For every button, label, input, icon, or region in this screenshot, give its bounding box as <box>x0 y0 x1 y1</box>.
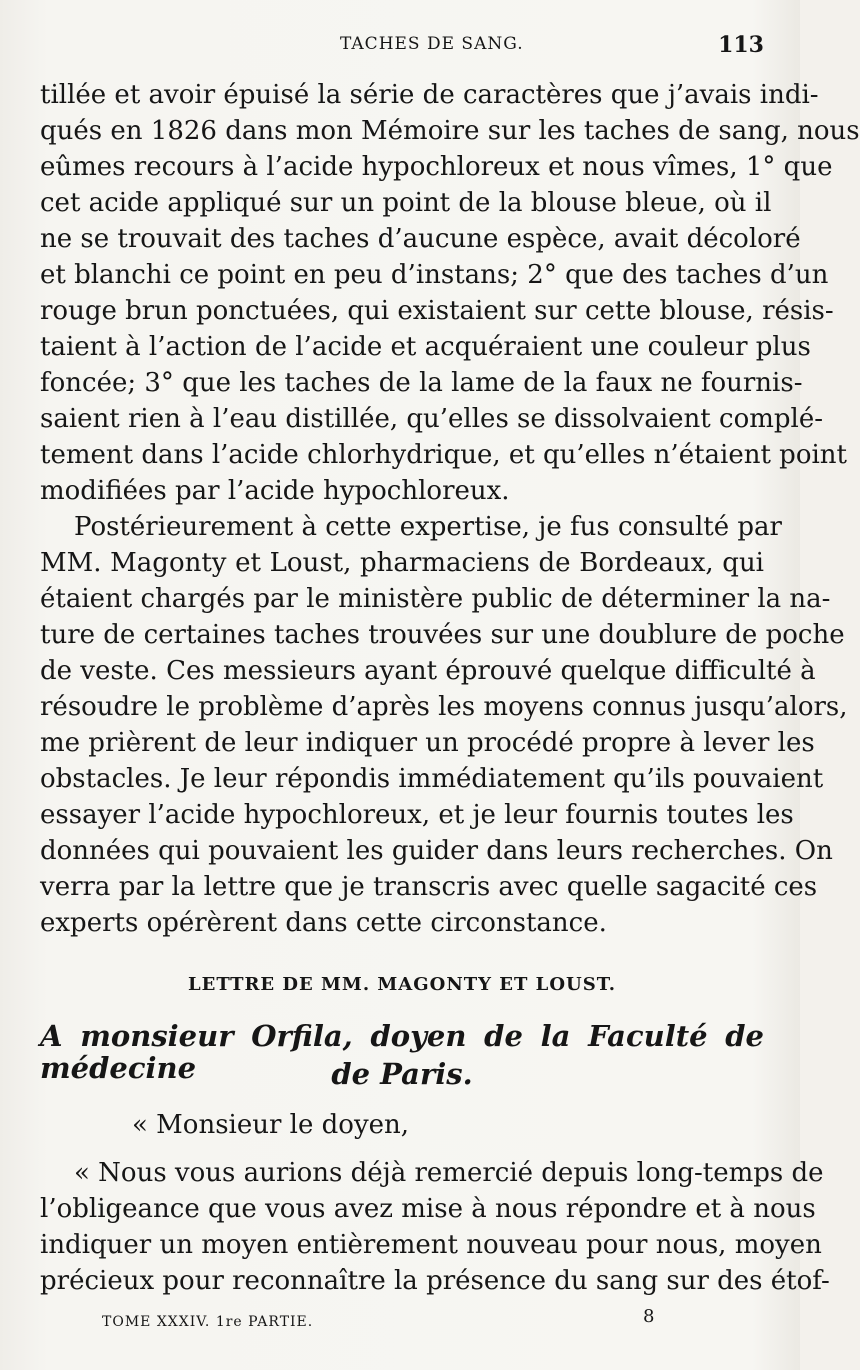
page-header <box>40 32 764 60</box>
body-line: de veste. Ces messieurs ayant éprouvé quelque difficulté à <box>40 656 816 686</box>
body-line: essayer l’acide hypochloreux, et je leur fournis toutes les <box>40 800 794 830</box>
body-line: ture de certaines taches trouvées sur une doublure de poche <box>40 620 845 650</box>
page-footer <box>40 1306 764 1334</box>
body-line: eûmes recours à l’acide hypochloreux et nous vîmes, 1° que <box>40 152 833 182</box>
body-line: étaient chargés par le ministère public de déterminer la na- <box>40 584 831 614</box>
body-line: taient à l’action de l’acide et acquéraient une couleur plus <box>40 332 811 362</box>
body-line: MM. Magonty et Loust, pharmaciens de Bordeaux, qui <box>40 548 764 578</box>
letter-heading: LETTRE DE MM. MAGONTY ET LOUST. <box>187 974 617 995</box>
body-line: cet acide appliqué sur un point de la blouse bleue, où il <box>40 188 772 218</box>
letter-line: précieux pour reconnaître la présence du sang sur des étof- <box>40 1266 830 1296</box>
letter-salutation: « Monsieur le doyen, <box>132 1110 410 1140</box>
body-line: tillée et avoir épuisé la série de caractères que j’avais indi- <box>40 80 819 110</box>
body-line: rouge brun ponctuées, qui existaient sur cette blouse, résis- <box>40 296 834 326</box>
body-line: données qui pouvaient les guider dans leurs recherches. On <box>40 836 833 866</box>
letter-line: indiquer un moyen entièrement nouveau pour nous, moyen <box>40 1230 822 1260</box>
body-line: tement dans l’acide chlorhydrique, et qu’elles n’étaient point <box>40 440 847 470</box>
body-line: Postérieurement à cette expertise, je fus consulté par <box>74 512 782 542</box>
body-line: qués en 1826 dans mon Mémoire sur les taches de sang, nous <box>40 116 860 146</box>
body-line: modifiées par l’acide hypochloreux. <box>40 476 510 506</box>
volume-signature: TOME XXXIV. 1re PARTIE. <box>102 1314 314 1330</box>
body-line: résoudre le problème d’après les moyens connus jusqu’alors, <box>40 692 848 722</box>
body-line: ne se trouvait des taches d’aucune espèce, avait décoloré <box>40 224 801 254</box>
body-line: et blanchi ce point en peu d’instans; 2° que des taches d’un <box>40 260 829 290</box>
sheet-number: 8 <box>643 1306 655 1327</box>
letter-address-line: A monsieur Orfila, doyen de la Faculté de médecine <box>40 1019 764 1085</box>
body-line: me prièrent de leur indiquer un procédé propre à lever les <box>40 728 815 758</box>
body-line: saient rien à l’eau distillée, qu’elles se dissolvaient complé- <box>40 404 824 434</box>
page-number: 113 <box>718 32 764 58</box>
body-line: obstacles. Je leur répondis immédiatement qu’ils pouvaient <box>40 764 824 794</box>
body-line: foncée; 3° que les taches de la lame de la faux ne fournis- <box>40 368 803 398</box>
body-line: verra par la lettre que je transcris avec quelle sagacité ces <box>40 872 818 902</box>
letter-line: l’obligeance que vous avez mise à nous répondre et à nous <box>40 1194 816 1224</box>
running-title: TACHES DE SANG. <box>340 34 524 54</box>
letter-line: « Nous vous aurions déjà remercié depuis long-temps de <box>74 1158 824 1188</box>
body-line: experts opérèrent dans cette circonstance. <box>40 908 607 938</box>
letter-address-line: de Paris. <box>331 1057 473 1091</box>
